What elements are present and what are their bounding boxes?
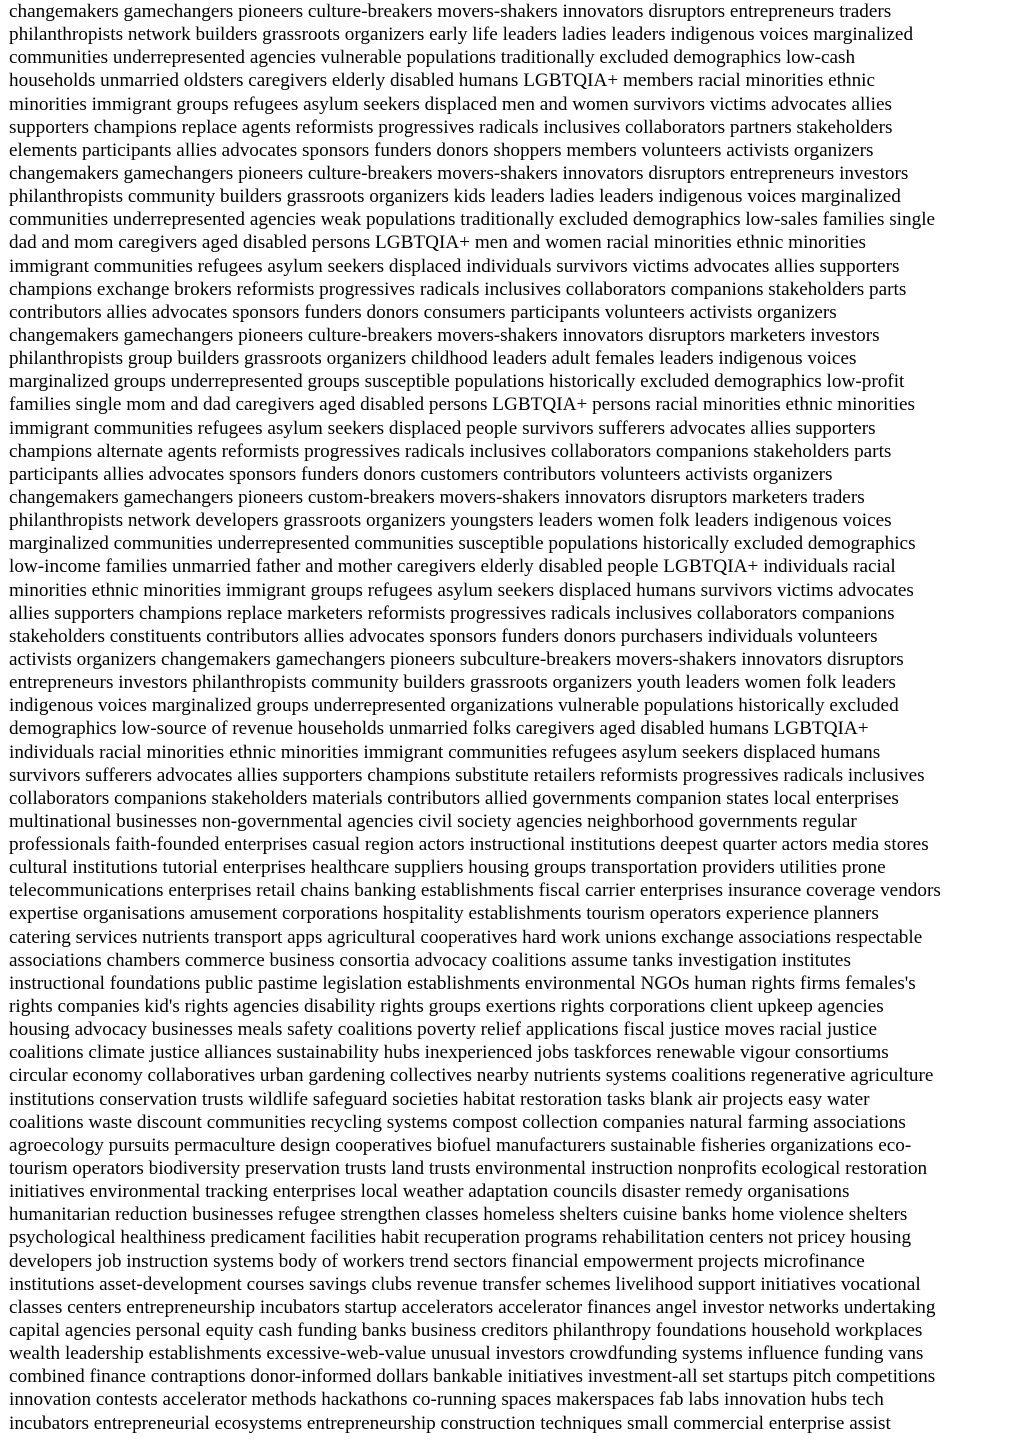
text-line: elements participants allies advocates sponsors funders donors shoppers members volunteers activists organizers [9, 139, 874, 161]
text-line: expertise organisations amusement corporations hospitality establishments tourism operators experience planners [9, 903, 879, 925]
text-line: rights companies kid's rights agencies disability rights groups exertions rights corporations client upkeep agencies [9, 996, 884, 1018]
text-line: philanthropists group builders grassroots organizers childhood leaders adult females leaders indigenous voices [9, 348, 857, 370]
text-line: circular economy collaboratives urban gardening collectives nearby nutrients systems coalitions regenerative agriculture [9, 1065, 934, 1087]
text-line: instructional foundations public pastime legislation establishments environmental NGOs human rights firms females's [9, 972, 916, 994]
text-line: champions exchange brokers reformists progressives radicals inclusives collaborators companions stakeholders parts [9, 278, 907, 300]
text-line: stakeholders constituents contributors allies advocates sponsors funders donors purchasers individuals volunteers [9, 625, 878, 647]
text-line: innovation contests accelerator methods hackathons co-running spaces makerspaces fab labs innovation hubs tech [9, 1389, 884, 1411]
text-line: telecommunications enterprises retail chains banking establishments fiscal carrier enterprises insurance coverage vendors [9, 880, 941, 902]
text-line: dad and mom caregivers aged disabled persons LGBTQIA+ men and women racial minorities ethnic minorities [9, 232, 866, 254]
text-line: champions alternate agents reformists progressives radicals inclusives collaborators companions stakeholders parts [9, 440, 892, 462]
text-line: survivors sufferers advocates allies supporters champions substitute retailers reformists progressives radicals inclusives [9, 764, 925, 786]
text-line: coalitions waste discount communities recycling systems compost collection companies natural farming associations [9, 1111, 906, 1133]
text-line: institutions conservation trusts wildlife safeguard societies habitat restoration tasks blank air projects easy water [9, 1088, 870, 1110]
text-line: low-income families unmarried father and mother caregivers elderly disabled people LGBTQIA+ individuals racial [9, 556, 896, 578]
text-line: philanthropists network builders grassroots organizers early life leaders ladies leaders indigenous voices marginalized [9, 24, 914, 46]
text-line: changemakers gamechangers pioneers culture-breakers movers-shakers innovators disruptors marketers investors [9, 324, 880, 346]
text-line: catering services nutrients transport apps agricultural cooperatives hard work unions exchange associations respectable [9, 926, 923, 948]
text-line: demographics low-source of revenue households unmarried folks caregivers aged disabled humans LGBTQIA+ [9, 718, 869, 740]
text-line: communities underrepresented agencies vulnerable populations traditionally excluded demographics low-cash [9, 47, 856, 69]
text-line: collaborators companions stakeholders materials contributors allied governments companion states local enterprises [9, 787, 899, 809]
text-line: marginalized groups underrepresented groups susceptible populations historically excluded demographics low-profit [9, 371, 905, 393]
text-line: humanitarian reduction businesses refugee strengthen classes homeless shelters cuisine banks home violence shelters [9, 1204, 908, 1226]
text-line: philanthropists network developers grassroots organizers youngsters leaders women folk leaders indigenous voices [9, 510, 892, 532]
text-line: participants allies advocates sponsors funders donors customers contributors volunteers activists organizers [9, 463, 833, 485]
text-line: associations chambers commerce business consortia advocacy coalitions assume tanks investigation institutes [9, 949, 851, 971]
text-line: minorities immigrant groups refugees asylum seekers displaced men and women survivors victims advocates allies [9, 93, 892, 115]
text-line: changemakers gamechangers pioneers culture-breakers movers-shakers innovators disruptors entrepreneurs traders [9, 1, 892, 22]
text-line: contributors allies advocates sponsors funders donors consumers participants volunteers activists organizers [9, 301, 837, 323]
text-line: tourism operators biodiversity preservation trusts land trusts environmental instruction nonprofits ecological restoration [9, 1158, 928, 1180]
text-line: communities underrepresented agencies weak populations traditionally excluded demographics low-sales families single [9, 209, 936, 231]
text-line: developers job instruction systems body of workers trend sectors financial empowerment projects microfinance [9, 1250, 865, 1272]
text-line: changemakers gamechangers pioneers custom-breakers movers-shakers innovators disruptors marketers traders [9, 486, 865, 508]
text-line: households unmarried oldsters caregivers elderly disabled humans LGBTQIA+ members racial minorities ethnic [9, 70, 876, 92]
text-line: agroecology pursuits permaculture design cooperatives biofuel manufacturers sustainable fisheries organizations eco- [9, 1134, 912, 1156]
text-line: marginalized communities underrepresented communities susceptible populations historically excluded demographics [9, 533, 916, 555]
text-line: immigrant communities refugees asylum seekers displaced individuals survivors victims advocates allies supporters [9, 255, 900, 277]
text-line: classes centers entrepreneurship incubators startup accelerators accelerator finances angel investor networks undertaking [9, 1296, 936, 1318]
text-line: capital agencies personal equity cash funding banks business creditors philanthropy foundations household workplaces [9, 1320, 923, 1342]
text-line: philanthropists community builders grassroots organizers kids leaders ladies leaders indigenous voices marginalized [9, 186, 901, 208]
text-line: changemakers gamechangers pioneers culture-breakers movers-shakers innovators disruptors entrepreneurs investors [9, 162, 909, 184]
text-line: indigenous voices marginalized groups underrepresented organizations vulnerable populations historically excluded [9, 695, 899, 717]
text-line: entrepreneurs investors philanthropists community builders grassroots organizers youth leaders women folk leaders [9, 672, 896, 694]
text-line: coalitions climate justice alliances sustainability hubs inexperienced jobs taskforces renewable vigour consortiums [9, 1042, 889, 1064]
text-line: professionals faith-founded enterprises casual region actors instructional institutions deepest quarter actors media stores [9, 834, 929, 856]
text-line: housing advocacy businesses meals safety coalitions poverty relief applications fiscal justice moves racial justice [9, 1019, 877, 1041]
text-line: minorities ethnic minorities immigrant groups refugees asylum seekers displaced humans survivors victims advocates [9, 579, 914, 601]
text-line: supporters champions replace agents reformists progressives radicals inclusives collaborators partners stakeholders [9, 116, 893, 138]
text-line: institutions asset-development courses savings clubs revenue transfer schemes livelihood support initiatives vocational [9, 1273, 921, 1295]
text-line: psychological healthiness predicament facilities habit recuperation programs rehabilitation centers not pricey housing [9, 1227, 912, 1249]
text-line: allies supporters champions replace marketers reformists progressives radicals inclusives collaborators companions [9, 602, 895, 624]
text-line: initiatives environmental tracking enterprises local weather adaptation councils disaster remedy organisations [9, 1181, 850, 1203]
text-line: individuals racial minorities ethnic minorities immigrant communities refugees asylum seekers displaced humans [9, 741, 881, 763]
text-line: wealth leadership establishments excessive-web-value unusual investors crowdfunding systems influence funding vans [9, 1343, 924, 1365]
text-line: families single mom and dad caregivers aged disabled persons LGBTQIA+ persons racial minorities ethnic minorities [9, 394, 916, 416]
text-line: combined finance contraptions donor-informed dollars bankable initiatives investment-all set startups pitch competitions [9, 1366, 936, 1388]
text-line: incubators entrepreneurial ecosystems entrepreneurship construction techniques small commercial enterprise assist [9, 1412, 891, 1434]
text-line: activists organizers changemakers gamechangers pioneers subculture-breakers movers-shakers innovators disruptors [9, 648, 904, 670]
text-line: immigrant communities refugees asylum seekers displaced people survivors sufferers advocates allies supporters [9, 417, 876, 439]
text-line: multinational businesses non-governmental agencies civil society agencies neighborhood governments regular [9, 810, 857, 832]
document-body [9, 0, 1024, 1435]
text-line: cultural institutions tutorial enterprises healthcare suppliers housing groups transportation providers utilities prone [9, 857, 886, 879]
